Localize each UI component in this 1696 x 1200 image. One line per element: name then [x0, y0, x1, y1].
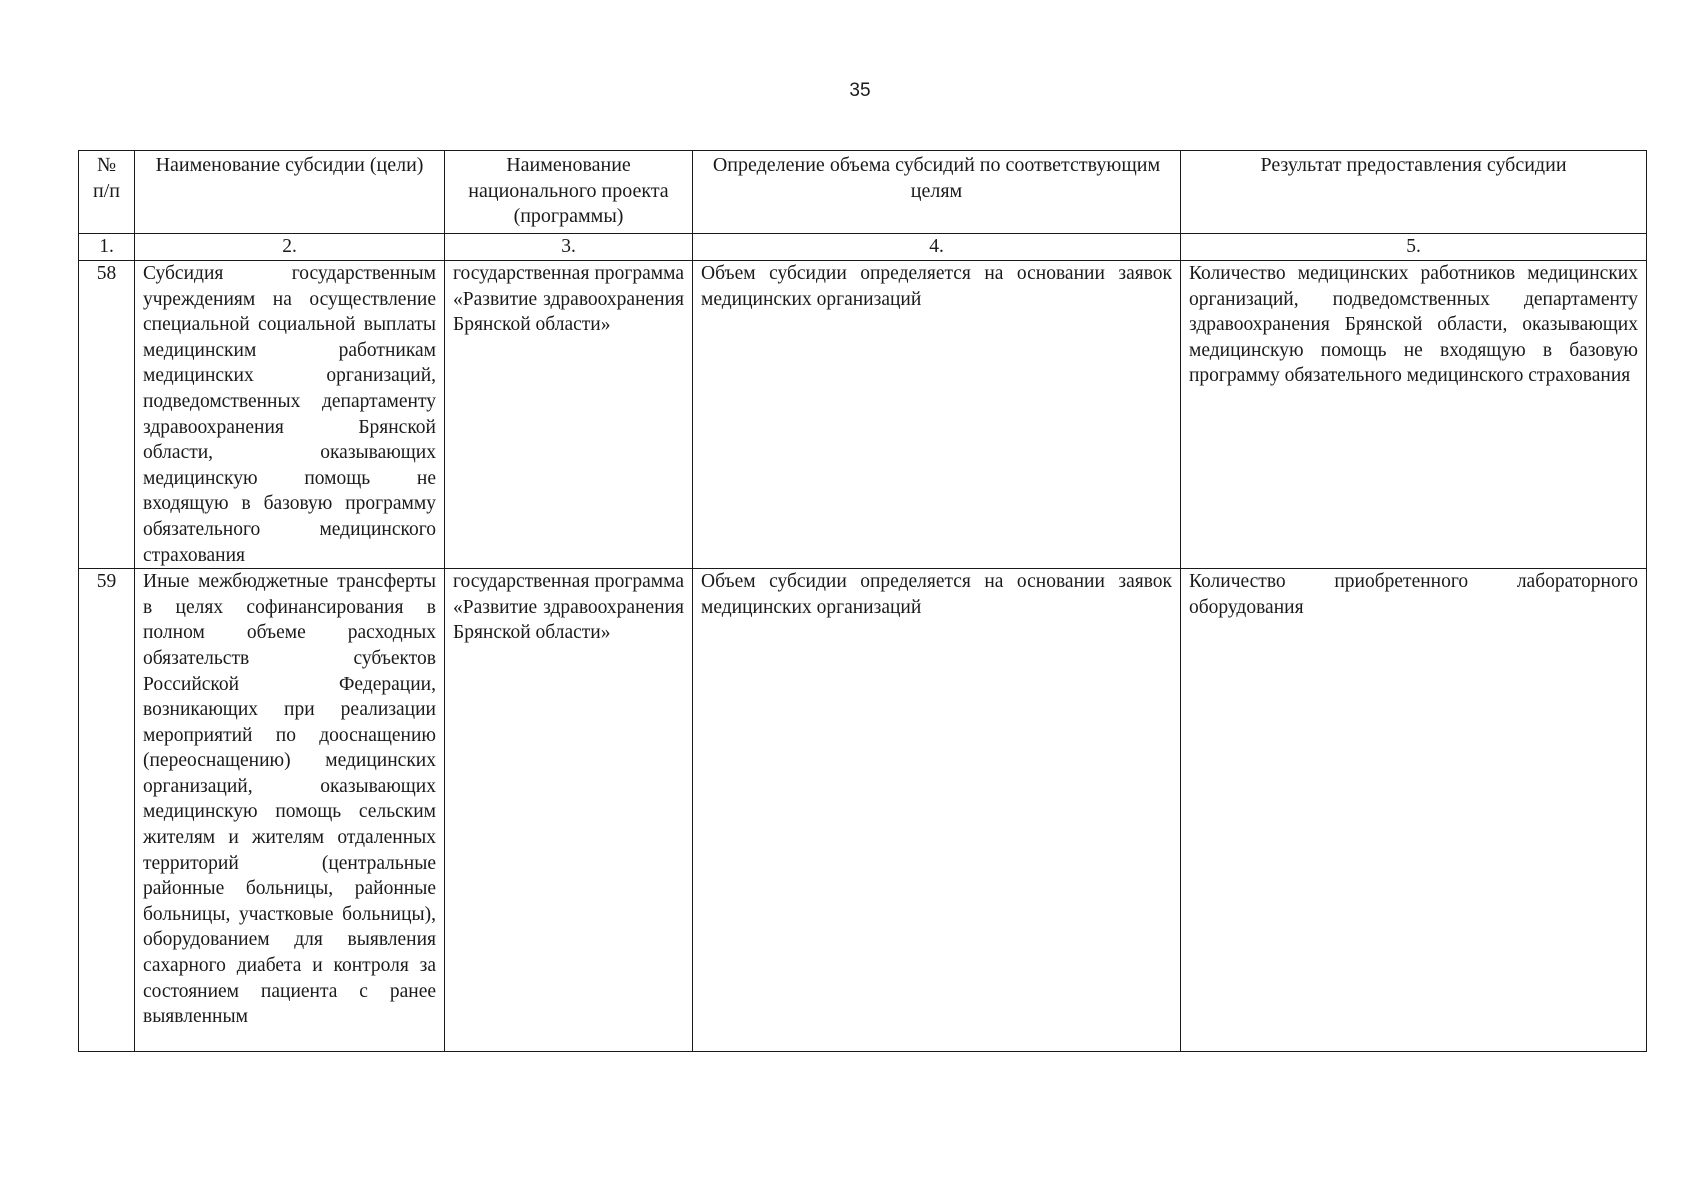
subsidy-table — [78, 150, 1647, 1052]
subsidy-name-cell: Субсидия государственным учреждениям на осуществление специальной социальной выплаты медицинским работникам медицинских организаций, подведомственных департаменту здравоохранения Брянской области, оказывающих медицинскую помощь не входящую в базовую программу обязательного медицинского страхования — [135, 261, 445, 569]
table-header-row — [79, 151, 1647, 234]
row-number: 58 — [79, 261, 135, 569]
page-number: 35 — [849, 80, 871, 101]
volume-cell: Объем субсидии определяется на основании заявок медицинских организаций — [693, 261, 1181, 569]
table-row — [79, 261, 1647, 569]
row-number: 59 — [79, 569, 135, 1052]
volume-cell: Объем субсидии определяется на основании заявок медицинских организаций — [693, 569, 1181, 1052]
table-row — [79, 569, 1647, 1052]
result-cell: Количество медицинских работников медицинских организаций, подведомственных департаменту здравоохранения Брянской области, оказывающих медицинскую помощь не входящую в базовую программу обязательного медицинского страхования — [1181, 261, 1647, 569]
project-cell: государственная программа «Развитие здравоохранения Брянской области» — [445, 569, 693, 1052]
header-project-name: Наименование национального проекта (программы) — [445, 151, 693, 234]
column-number: 3. — [445, 234, 693, 261]
header-volume-definition: Определение объема субсидий по соответствующим целям — [693, 151, 1181, 234]
column-number: 1. — [79, 234, 135, 261]
header-number: № п/п — [79, 151, 135, 234]
column-number: 4. — [693, 234, 1181, 261]
column-number: 2. — [135, 234, 445, 261]
column-number: 5. — [1181, 234, 1647, 261]
header-subsidy-name: Наименование субсидии (цели) — [135, 151, 445, 234]
subsidy-name-cell: Иные межбюджетные трансферты в целях софинансирования в полном объеме расходных обязательств субъектов Российской Федерации, возникающих при реализации мероприятий по дооснащению (переоснащению) медицинских организаций, оказывающих медицинскую помощь сельским жителям и жителям отдаленных территорий (центральные районные больницы, районные больницы, участковые больницы), оборудованием для выявления сахарного диабета и контроля за состоянием пациента с ранее выявленным — [135, 569, 445, 1052]
header-result: Результат предоставления субсидии — [1181, 151, 1647, 234]
result-cell: Количество приобретенного лабораторного оборудования — [1181, 569, 1647, 1052]
project-cell: государственная программа «Развитие здравоохранения Брянской области» — [445, 261, 693, 569]
column-numbering-row — [79, 234, 1647, 261]
